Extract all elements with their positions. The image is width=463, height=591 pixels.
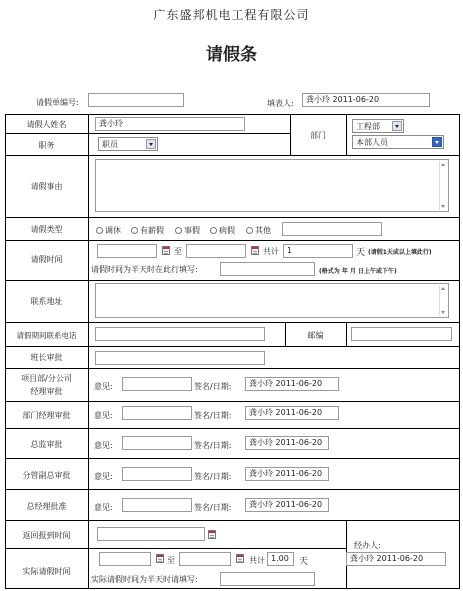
handler-input[interactable]: 龚小玲 2011-06-20 <box>346 552 446 566</box>
actual-leave-label: 实际请假时间 <box>22 567 71 576</box>
grid-line <box>88 114 89 589</box>
grid-line <box>5 428 460 429</box>
return-input[interactable] <box>97 527 205 541</box>
grid-line <box>5 368 460 369</box>
chevron-down-icon[interactable] <box>146 139 156 149</box>
postcode-label: 邮编 <box>307 331 324 340</box>
leave-to-input[interactable] <box>186 244 246 258</box>
radio-option-4[interactable] <box>210 227 217 234</box>
actual-half-day-input[interactable] <box>220 572 315 586</box>
filler-input[interactable]: 龚小玲 2011-06-20 <box>302 93 430 107</box>
approval-label: 经理审批 <box>30 387 63 396</box>
calendar-icon[interactable] <box>251 246 259 255</box>
sign-label: 签名/日期: <box>194 382 232 391</box>
opinion-input[interactable] <box>122 406 192 420</box>
grid-line <box>5 346 460 347</box>
radio-option-3[interactable] <box>175 227 182 234</box>
dept-select[interactable] <box>352 119 404 133</box>
grid-line <box>5 489 460 490</box>
opinion-input[interactable] <box>122 498 192 512</box>
grid-line <box>5 155 460 156</box>
leave-type-option-label: 病假 <box>219 226 235 235</box>
phone-label: 请假期间联系电话 <box>16 331 77 340</box>
leave-type-option-label: 调休 <box>105 226 121 235</box>
radio-option-1[interactable] <box>96 227 103 234</box>
opinion-input[interactable] <box>122 467 192 481</box>
chevron-down-icon[interactable] <box>432 137 442 147</box>
sign-label: 签名/日期: <box>194 441 232 450</box>
actual-to-input[interactable] <box>179 552 231 566</box>
opinion-input[interactable] <box>122 377 192 391</box>
sign-label: 签名/日期: <box>194 503 232 512</box>
phone-input[interactable] <box>95 327 265 341</box>
form-no-label: 请假单编号: <box>36 98 79 107</box>
grid-line <box>5 322 460 323</box>
dept-select-value: 工程部 <box>356 122 380 131</box>
page-title: 请假条 <box>206 45 257 65</box>
dept-label: 部门 <box>310 131 326 140</box>
scrollbar[interactable] <box>439 161 447 210</box>
sign-input[interactable]: 龚小玲 2011-06-20 <box>245 467 329 481</box>
grid-line <box>5 217 460 218</box>
opinion-label: 意见: <box>94 503 113 512</box>
name-input[interactable]: 龚小玲 <box>95 117 245 131</box>
scrollbar[interactable] <box>439 285 447 316</box>
total-label: 共计 <box>263 247 279 256</box>
calendar-icon[interactable] <box>156 554 164 563</box>
opinion-input[interactable] <box>122 436 192 450</box>
days-note: (请假1天或以上填此行) <box>368 249 432 256</box>
chevron-down-icon[interactable] <box>392 121 402 131</box>
leave-type-other-input[interactable] <box>282 222 382 236</box>
approval-label: 总经理批准 <box>26 502 67 511</box>
approval-label: 分管副总审批 <box>22 471 71 480</box>
leave-type-option-label: 有薪假 <box>140 226 164 235</box>
form-no-input[interactable] <box>88 93 184 107</box>
sign-label: 签名/日期: <box>194 411 232 420</box>
half-day-input[interactable] <box>220 262 315 276</box>
leave-type-option-label: 事假 <box>184 226 200 235</box>
radio-option-5[interactable] <box>246 227 253 234</box>
approval-label: 部门经理审批 <box>22 411 71 420</box>
actual-days-input[interactable]: 1.00 <box>267 552 294 566</box>
to-label: 至 <box>174 247 182 256</box>
radio-option-2[interactable] <box>131 227 138 234</box>
grid-line <box>5 588 460 589</box>
leave-type-option-label: 其他 <box>255 226 271 235</box>
calendar-icon[interactable] <box>208 530 216 539</box>
opinion-label: 意见: <box>94 411 113 420</box>
calendar-icon[interactable] <box>236 554 244 563</box>
post-label: 职务 <box>38 141 55 150</box>
team-approval-label: 班长审批 <box>30 353 63 362</box>
sign-input[interactable]: 龚小玲 2011-06-20 <box>245 406 339 420</box>
leave-days-input[interactable]: 1 <box>283 244 353 258</box>
scope-select-value: 本部人员 <box>356 138 388 147</box>
grid-line <box>459 114 460 589</box>
address-textarea[interactable] <box>95 283 449 318</box>
half-day-format-note: (格式为 年 月 日上午或下午) <box>319 268 397 275</box>
total-label: 共计 <box>249 556 265 565</box>
grid-line <box>5 520 460 521</box>
leave-type-label: 请假类型 <box>30 225 63 234</box>
grid-line <box>5 240 460 241</box>
half-day-label: 请假时间为半天时在此行填写: <box>91 265 198 274</box>
reason-textarea[interactable] <box>95 159 449 212</box>
handler-label: 经办人: <box>354 541 381 550</box>
leave-time-label: 请假时间 <box>30 255 63 264</box>
grid-line <box>5 458 460 459</box>
grid-line <box>5 114 460 115</box>
post-select-value: 职员 <box>102 140 118 149</box>
opinion-label: 意见: <box>94 382 113 391</box>
grid-line <box>5 133 290 134</box>
sign-label: 签名/日期: <box>194 472 232 481</box>
grid-line <box>5 280 460 281</box>
leave-from-input[interactable] <box>97 244 157 258</box>
opinion-label: 意见: <box>94 441 113 450</box>
post-select[interactable] <box>98 137 158 151</box>
actual-half-day-label: 实际请假时间为半天时请填写: <box>91 575 198 584</box>
days-label: 天 <box>356 248 366 258</box>
calendar-icon[interactable] <box>162 246 170 255</box>
scope-select[interactable] <box>352 135 444 149</box>
days-label: 天 <box>299 557 309 567</box>
grid-line <box>346 114 347 155</box>
sign-input[interactable]: 龚小玲 2011-06-20 <box>245 377 339 391</box>
reason-label: 请假事由 <box>30 182 63 191</box>
team-approval-input[interactable] <box>95 351 265 365</box>
grid-line <box>346 322 347 346</box>
approval-label: 总监审批 <box>30 440 63 449</box>
sign-input[interactable]: 龚小玲 2011-06-20 <box>245 436 329 450</box>
sign-input[interactable]: 龚小玲 2011-06-20 <box>245 498 329 512</box>
name-label: 请假人姓名 <box>26 120 67 129</box>
approval-label: 项目部/分公司 <box>21 374 72 383</box>
actual-from-input[interactable] <box>99 552 151 566</box>
company-name: 广东盛邦机电工程有限公司 <box>153 8 310 22</box>
postcode-input[interactable] <box>351 327 452 341</box>
to-label: 至 <box>167 556 175 565</box>
return-label: 返回报到时间 <box>22 531 71 540</box>
filler-label: 填表人: <box>267 99 294 108</box>
grid-line <box>5 548 346 549</box>
grid-line <box>5 401 460 402</box>
opinion-label: 意见: <box>94 472 113 481</box>
address-label: 联系地址 <box>30 297 63 306</box>
